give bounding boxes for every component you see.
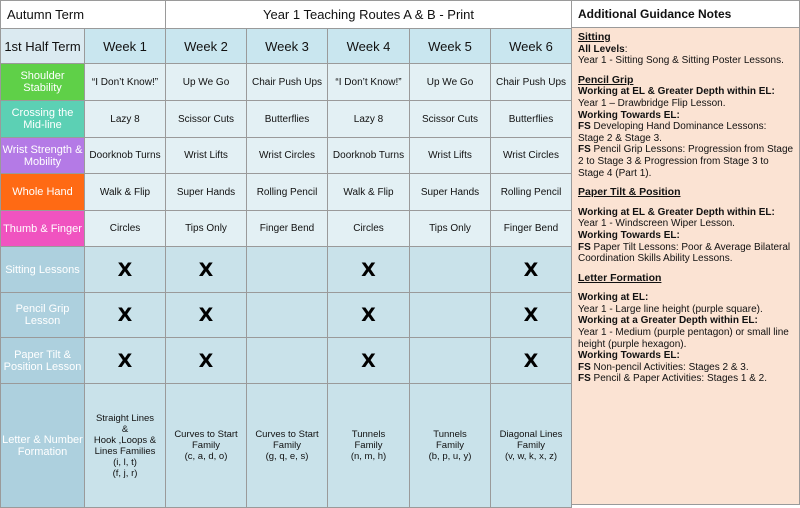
notes-text: Year 1 - Sitting Song & Sitting Poster Lessons. bbox=[578, 55, 784, 67]
activity-cell: Up We Go bbox=[166, 64, 247, 101]
activity-cell: Scissor Cuts bbox=[410, 101, 491, 138]
activity-cell: Finger Bend bbox=[491, 211, 572, 247]
lesson-cell bbox=[328, 338, 410, 384]
half-term-header: 1st Half Term bbox=[1, 29, 85, 64]
notes-strong: FS bbox=[578, 144, 591, 156]
week-header-row bbox=[1, 29, 572, 64]
notes-strong: FS bbox=[578, 121, 591, 133]
formation-line: (b, p, u, y) bbox=[428, 451, 472, 462]
notes-text: Paper Tilt Lessons: Poor & Average Bilateral Coordination Skills Ability Lessons. bbox=[578, 241, 791, 265]
week-header: Week 3 bbox=[247, 29, 328, 64]
notes-text: Pencil & Paper Activities: Stages 1 & 2. bbox=[590, 373, 767, 385]
formation-line: (f, j, r) bbox=[112, 467, 138, 479]
formation-cell bbox=[247, 384, 328, 508]
notes-heading: Paper Tilt & Position bbox=[578, 186, 681, 199]
notes-line bbox=[578, 86, 795, 98]
lesson-row bbox=[1, 247, 572, 293]
activity-cell: Wrist Circles bbox=[247, 138, 328, 174]
page-title: Year 1 Teaching Routes A & B - Print bbox=[166, 1, 572, 29]
activity-cell: “I Don’t Know!” bbox=[328, 64, 410, 101]
notes-heading: Sitting bbox=[578, 31, 611, 43]
formation-line: Family bbox=[517, 440, 545, 451]
notes-strong: FS bbox=[578, 373, 591, 385]
lesson-category: Pencil Grip Lesson bbox=[1, 293, 85, 338]
notes-strong: Working at EL & Greater Depth within EL: bbox=[578, 206, 775, 218]
skill-category: Thumb & Finger bbox=[1, 211, 85, 247]
formation-line: Hook ,Loops & bbox=[93, 434, 157, 446]
notes-text: Year 1 - Windscreen Wiper Lesson. bbox=[578, 218, 735, 230]
notes-strong: FS bbox=[578, 241, 591, 253]
formation-line: Tunnels bbox=[433, 429, 467, 440]
formation-cell bbox=[410, 384, 491, 508]
skill-row bbox=[1, 174, 572, 211]
notes-text: Pencil Grip Lessons: Progression from Stage 2 to Stage 3 & Progression from Stage 3 to Stage 4 (Part 1). bbox=[578, 144, 794, 179]
notes-strong: FS bbox=[578, 361, 591, 373]
notes-line bbox=[578, 230, 795, 242]
activity-cell: Butterflies bbox=[247, 101, 328, 138]
notes-strong: All Levels bbox=[578, 43, 625, 55]
notes-strong: Working Towards EL: bbox=[578, 229, 680, 241]
notes-line bbox=[578, 44, 795, 56]
skill-row bbox=[1, 101, 572, 138]
x-mark: X bbox=[117, 258, 133, 281]
notes-line bbox=[578, 327, 795, 350]
notes-text: Developing Hand Dominance Lessons: Stage 2 & Stage 3. bbox=[578, 121, 767, 144]
skill-row bbox=[1, 138, 572, 174]
notes-body bbox=[572, 28, 799, 385]
lesson-cell bbox=[166, 247, 247, 293]
notes-strong: Working Towards EL: bbox=[578, 109, 680, 121]
formation-cell bbox=[491, 384, 572, 508]
notes-text: Year 1 – Drawbridge Flip Lesson. bbox=[578, 97, 726, 109]
formation-line: Curves to Start bbox=[255, 429, 319, 440]
lesson-category: Sitting Lessons bbox=[1, 247, 85, 293]
formation-line: (v, w, k, x, z) bbox=[504, 451, 558, 462]
formation-line: (g, q, e, s) bbox=[265, 451, 309, 462]
activity-cell: Finger Bend bbox=[247, 211, 328, 247]
x-mark: X bbox=[198, 258, 214, 281]
activity-cell: Circles bbox=[328, 211, 410, 247]
week-header: Week 6 bbox=[491, 29, 572, 64]
lesson-row bbox=[1, 338, 572, 384]
x-mark: X bbox=[361, 349, 376, 372]
formation-category: Letter & Number Formation bbox=[1, 384, 85, 508]
activity-cell: Walk & Flip bbox=[328, 174, 410, 211]
notes-line bbox=[578, 207, 795, 219]
lesson-cell bbox=[491, 293, 572, 338]
lesson-cell bbox=[410, 293, 491, 338]
notes-line bbox=[578, 373, 795, 385]
term-label: Autumn Term bbox=[1, 1, 166, 29]
lesson-cell bbox=[247, 293, 328, 338]
x-mark: X bbox=[117, 304, 133, 326]
activity-cell: “I Don’t Know!” bbox=[85, 64, 166, 101]
skill-category: Crossing the Mid-line bbox=[1, 101, 85, 138]
formation-cell bbox=[328, 384, 410, 508]
lesson-cell bbox=[166, 293, 247, 338]
formation-line: (n, m, h) bbox=[350, 451, 387, 462]
notes-strong: Working at EL & Greater Depth within EL: bbox=[578, 86, 775, 98]
notes-text: Year 1 - Large line height (purple square). bbox=[578, 303, 763, 315]
formation-line: Family bbox=[436, 440, 464, 451]
skill-category: Wrist Strength & Mobility bbox=[1, 138, 85, 174]
activity-cell: Up We Go bbox=[410, 64, 491, 101]
activity-cell: Wrist Lifts bbox=[410, 138, 491, 174]
activity-cell: Doorknob Turns bbox=[328, 138, 410, 174]
activity-cell: Tips Only bbox=[410, 211, 491, 247]
notes-heading: Pencil Grip bbox=[578, 73, 634, 86]
lesson-cell bbox=[85, 247, 166, 293]
lesson-cell bbox=[85, 338, 166, 384]
week-header: Week 2 bbox=[166, 29, 247, 64]
notes-line bbox=[578, 144, 795, 179]
x-mark: X bbox=[523, 349, 539, 372]
notes-text: : bbox=[624, 43, 628, 55]
notes-line bbox=[578, 362, 795, 374]
notes-line bbox=[578, 121, 795, 144]
notes-text: Non-pencil Activities: Stages 2 & 3. bbox=[590, 361, 749, 373]
activity-cell: Wrist Lifts bbox=[166, 138, 247, 174]
notes-line bbox=[578, 110, 795, 122]
notes-title: Additional Guidance Notes bbox=[572, 1, 799, 28]
formation-line: & bbox=[121, 423, 129, 435]
formation-line: (i, l, t) bbox=[113, 456, 137, 468]
formation-line: Straight Lines bbox=[95, 412, 155, 424]
x-mark: X bbox=[198, 304, 214, 326]
formation-row bbox=[1, 384, 572, 508]
activity-cell: Chair Push Ups bbox=[491, 64, 572, 101]
notes-line bbox=[578, 242, 795, 265]
activity-cell: Super Hands bbox=[410, 174, 491, 211]
activity-cell: Chair Push Ups bbox=[247, 64, 328, 101]
notes-strong: Working at a Greater Depth within EL: bbox=[578, 315, 758, 327]
lesson-cell bbox=[491, 338, 572, 384]
formation-line: Tunnels bbox=[351, 429, 386, 440]
x-mark: X bbox=[198, 349, 214, 372]
lesson-cell bbox=[410, 247, 491, 293]
activity-cell: Circles bbox=[85, 211, 166, 247]
skill-row bbox=[1, 211, 572, 247]
lesson-cell bbox=[247, 338, 328, 384]
skill-category: Shoulder Stability bbox=[1, 64, 85, 101]
notes-strong: Working Towards EL: bbox=[578, 350, 680, 362]
notes-spacer bbox=[578, 199, 795, 207]
lesson-cell bbox=[410, 338, 491, 384]
notes-line bbox=[578, 350, 795, 362]
notes-line bbox=[578, 98, 795, 110]
activity-cell: Lazy 8 bbox=[328, 101, 410, 138]
lesson-cell bbox=[85, 293, 166, 338]
formation-line: (c, a, d, o) bbox=[184, 451, 228, 462]
lesson-cell bbox=[166, 338, 247, 384]
activity-cell: Super Hands bbox=[166, 174, 247, 211]
guidance-notes-panel bbox=[571, 0, 800, 505]
skill-category: Whole Hand bbox=[1, 174, 85, 211]
x-mark: X bbox=[523, 258, 539, 281]
activity-cell: Lazy 8 bbox=[85, 101, 166, 138]
x-mark: X bbox=[117, 349, 133, 372]
lesson-row bbox=[1, 293, 572, 338]
formation-line: Family bbox=[354, 440, 383, 451]
notes-heading: Letter Formation bbox=[578, 271, 662, 284]
x-mark: X bbox=[523, 304, 539, 326]
activity-cell: Rolling Pencil bbox=[247, 174, 328, 211]
notes-strong: Working at EL: bbox=[578, 292, 649, 304]
lesson-cell bbox=[247, 247, 328, 293]
formation-line: Family bbox=[192, 440, 220, 451]
lesson-cell bbox=[491, 247, 572, 293]
formation-line: Curves to Start bbox=[174, 429, 238, 440]
notes-line bbox=[578, 304, 795, 316]
activity-cell: Rolling Pencil bbox=[491, 174, 572, 211]
activity-cell: Scissor Cuts bbox=[166, 101, 247, 138]
lesson-category: Paper Tilt & Position Lesson bbox=[1, 338, 85, 384]
activity-cell: Butterflies bbox=[491, 101, 572, 138]
formation-cell bbox=[85, 384, 166, 508]
notes-line bbox=[578, 292, 795, 304]
formation-line: Diagonal Lines bbox=[499, 429, 563, 440]
notes-spacer bbox=[578, 284, 795, 292]
notes-line bbox=[578, 218, 795, 230]
formation-line: Lines Families bbox=[94, 445, 156, 457]
week-header: Week 1 bbox=[85, 29, 166, 64]
activity-cell: Doorknob Turns bbox=[85, 138, 166, 174]
formation-line: Family bbox=[273, 440, 301, 451]
week-header: Week 5 bbox=[410, 29, 491, 64]
week-header: Week 4 bbox=[328, 29, 410, 64]
skill-row bbox=[1, 64, 572, 101]
notes-line bbox=[578, 55, 795, 67]
lesson-cell bbox=[328, 247, 410, 293]
notes-line bbox=[578, 315, 795, 327]
top-bar bbox=[1, 1, 572, 29]
formation-cell bbox=[166, 384, 247, 508]
notes-text: Year 1 - Medium (purple pentagon) or small line height (purple hexagon). bbox=[578, 327, 789, 350]
activity-cell: Wrist Circles bbox=[491, 138, 572, 174]
activity-cell: Walk & Flip bbox=[85, 174, 166, 211]
activity-cell: Tips Only bbox=[166, 211, 247, 247]
x-mark: X bbox=[361, 258, 376, 281]
lesson-cell bbox=[328, 293, 410, 338]
x-mark: X bbox=[361, 304, 376, 326]
